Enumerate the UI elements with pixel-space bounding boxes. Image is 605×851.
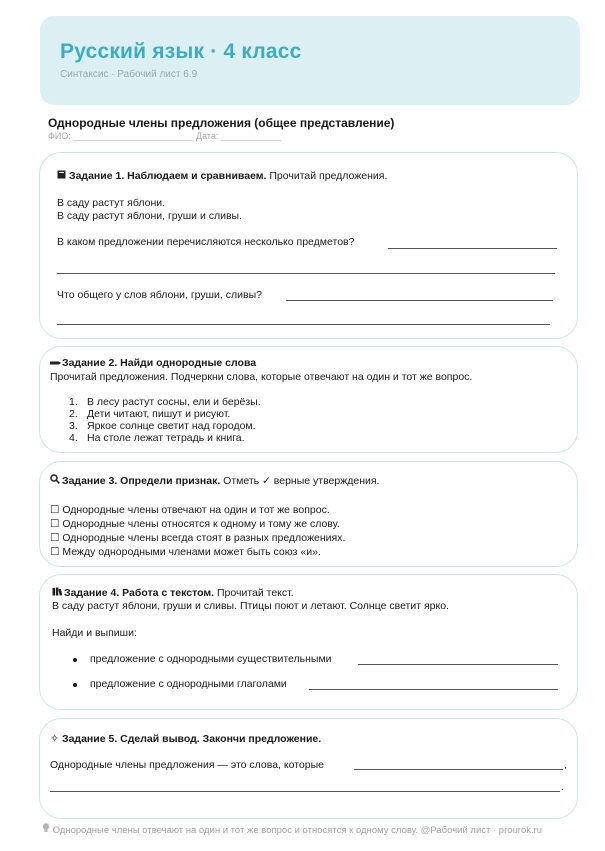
list-item: 3. Яркое солнце светит над городом. [69, 420, 256, 432]
answer-line-5a[interactable] [354, 769, 563, 770]
fio-label: ФИО: [48, 131, 71, 141]
task-5-prompt: Однородные члены предложения — это слова, которые [50, 759, 324, 771]
task-2-header [50, 357, 256, 369]
task-4-text: В саду растут яблони, груши и сливы. Птицы поют и летают. Солнце светит ярко. [52, 600, 449, 612]
task-1-sentence-1: В саду растут яблони. [57, 197, 166, 209]
header-banner [40, 16, 580, 105]
task-1-header [57, 170, 387, 182]
list-item: 2. Дети читают, пишут и рисуют. [69, 408, 231, 420]
task-2-title: Задание 2. Найди однородные слова [62, 357, 257, 369]
sparkle-icon: ✧ [50, 733, 60, 745]
checkbox[interactable]: ☐ [50, 504, 60, 516]
task-3-card [39, 461, 578, 567]
student-info-line [48, 131, 281, 141]
task-4-find-label: Найди и выпиши: [52, 627, 137, 639]
task-1-question-2: Что общего у слов яблони, груши, сливы? [57, 289, 262, 301]
task-4-header [52, 587, 294, 599]
lightbulb-icon [42, 825, 53, 836]
task-5-period: . [561, 781, 564, 793]
task-4-instruction: Прочитай текст. [216, 587, 294, 599]
answer-line-2a[interactable] [286, 300, 553, 301]
answer-line-5b[interactable] [50, 791, 560, 792]
task-1-title: Задание 1. Наблюдаем и сравниваем. [69, 170, 267, 182]
answer-line-4a[interactable] [358, 664, 558, 665]
books-icon [52, 587, 64, 599]
task-1-question-1: В каком предложении перечисляются несколько предметов? [57, 236, 355, 248]
task-5-comma: , [564, 759, 567, 771]
task-5-card [39, 718, 578, 819]
list-item: 1. В лесу растут сосны, ели и берёзы. [69, 396, 261, 408]
book-icon [57, 170, 69, 182]
page-title: Русский язык · 4 класс [60, 40, 302, 63]
answer-line-2b[interactable] [57, 324, 550, 325]
magnifier-icon [50, 474, 62, 487]
task-4-card [39, 574, 578, 710]
task-3-title: Задание 3. Определи признак. [62, 475, 221, 487]
date-label: Дата: [195, 131, 219, 141]
task-5-header [50, 732, 321, 745]
pencil-icon [50, 358, 62, 369]
task-2-card [39, 346, 578, 453]
task-4-item-2: предложение с однородными глаголами [90, 678, 287, 690]
footer-text: Однородные члены отвечают на один и тот же вопрос и относятся к одному слову. @Рабочий лист · prourok.ru [52, 825, 543, 836]
list-item: 4. На столе лежат тетрадь и книга. [69, 432, 245, 444]
bullet-icon [73, 683, 77, 687]
task-1-instruction: Прочитай предложения. [269, 170, 388, 182]
task-5-title: Задание 5. Сделай вывод. Закончи предложение. [62, 733, 322, 745]
checkbox-statement[interactable]: ☐ Однородные члены всегда стоят в разных предложениях. [50, 532, 346, 544]
checkbox-statement[interactable]: ☐ Однородные члены отвечают на один и тот же вопрос. [50, 504, 330, 516]
checkbox-statement[interactable]: ☐ Между однородными членами может быть союз «и». [50, 546, 321, 558]
bullet-icon [73, 658, 77, 662]
task-3-instruction: Отметь ✓ верные утверждения. [223, 475, 380, 487]
task-1-sentence-2: В саду растут яблони, груши и сливы. [57, 210, 243, 222]
fio-blank[interactable]: ________________________ [73, 131, 194, 141]
task-4-title: Задание 4. Работа с текстом. [64, 587, 215, 599]
checkbox[interactable]: ☐ [50, 546, 60, 558]
answer-line-4b[interactable] [309, 689, 558, 690]
answer-line-1b[interactable] [57, 273, 555, 274]
checkbox-statement[interactable]: ☐ Однородные члены относятся к одному и тому же слову. [50, 518, 340, 530]
answer-line-1a[interactable] [388, 248, 557, 249]
task-4-item-1: предложение с однородными существительными [90, 653, 332, 665]
checkbox[interactable]: ☐ [50, 518, 60, 530]
worksheet-title: Однородные члены предложения (общее представление) [48, 116, 395, 130]
task-3-header [50, 474, 379, 487]
checkbox[interactable]: ☐ [50, 532, 60, 544]
task-1-card [39, 152, 578, 339]
page-subtitle: Синтаксис · Рабочий лист 6.9 [60, 69, 198, 80]
date-blank[interactable]: ____________ [220, 131, 282, 141]
task-2-instruction: Прочитай предложения. Подчеркни слова, которые отвечают на один и тот же вопрос. [50, 371, 473, 383]
footer-note [42, 823, 542, 836]
